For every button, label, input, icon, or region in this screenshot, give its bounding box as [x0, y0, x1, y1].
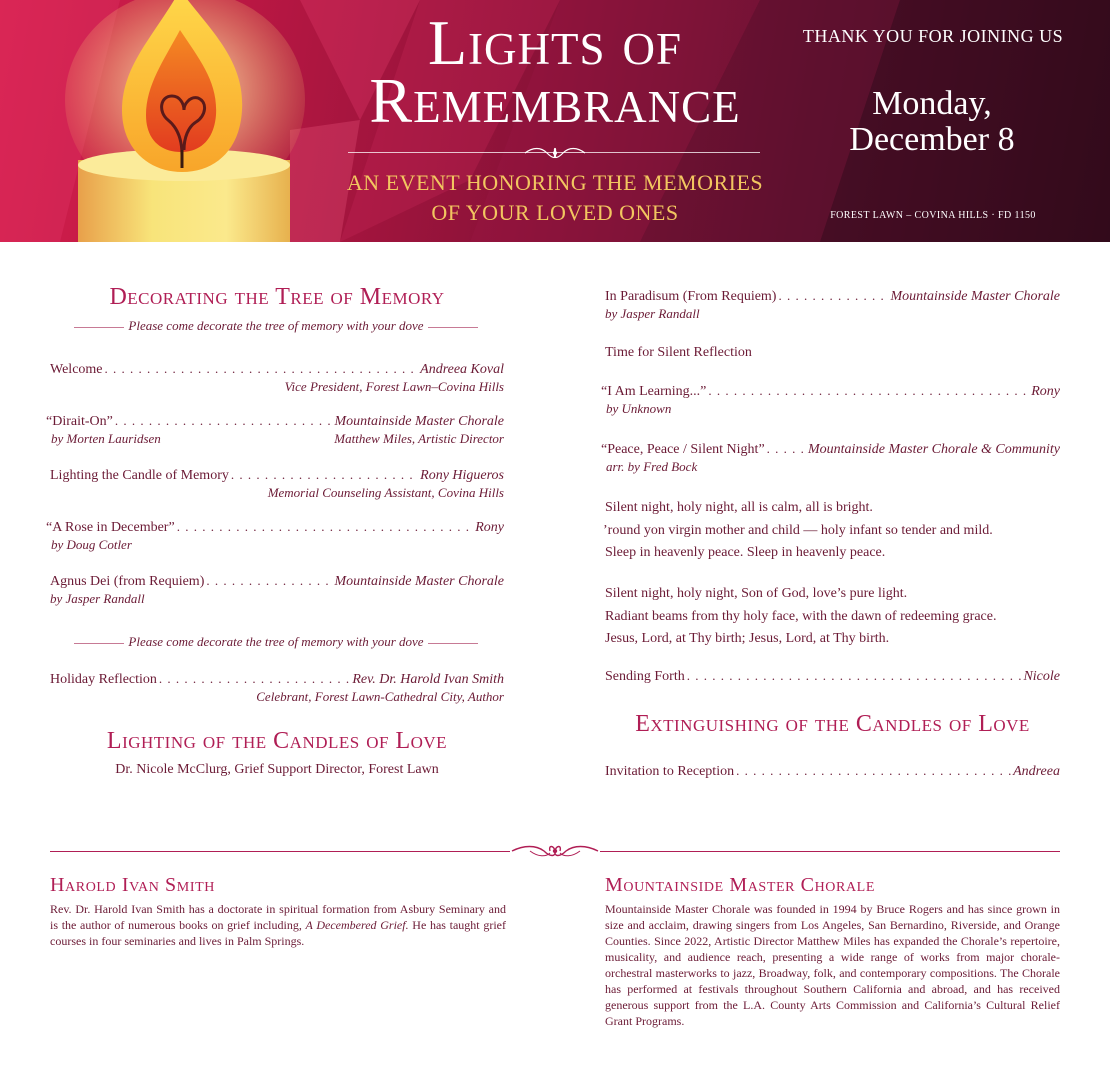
section-heading-lighting: Lighting of the Candles of Love: [106, 728, 448, 754]
dove-note: [70, 318, 482, 334]
item-title: “Peace, Peace / Silent Night”: [601, 442, 765, 457]
thank-you-text: THANK YOU FOR JOINING US: [802, 26, 1064, 46]
event-date: [812, 86, 1052, 158]
dot-leader: [778, 287, 888, 304]
dot-leader: [708, 382, 1029, 399]
lyric-line: Silent night, holy night, Son of God, love’s pure light.: [605, 586, 908, 601]
header-banner: [0, 0, 1110, 242]
dove-note-text: Please come decorate the tree of memory with your dove: [128, 318, 424, 333]
program-item-peace-silent-night: [601, 440, 1060, 475]
item-performer: Mountainside Master Chorale: [334, 414, 504, 429]
dot-leader: [206, 572, 332, 589]
item-performer: Rev. Dr. Harold Ivan Smith: [352, 672, 504, 687]
title-line-2: Remembrance: [369, 65, 741, 136]
bio-text-smith: [50, 901, 506, 949]
item-credit: by Doug Cotler: [51, 537, 132, 552]
item-performer: Andreea Koval: [420, 362, 504, 377]
note-rule-left: [74, 643, 124, 644]
flourish-ornament-icon: [510, 841, 600, 861]
dot-leader: [736, 762, 1011, 779]
dot-leader: [687, 667, 1022, 684]
item-title: Holiday Reflection: [50, 672, 157, 687]
item-performer: Nicole: [1023, 669, 1060, 684]
item-performer: Mountainside Master Chorale: [890, 289, 1060, 304]
program-item-silent-reflection: Time for Silent Reflection: [605, 345, 752, 360]
item-performer: Rony Higueros: [420, 468, 504, 483]
lyric-line: ’round yon virgin mother and child — holy infant so tender and mild.: [603, 523, 993, 538]
item-title: “Dirait-On”: [46, 414, 113, 429]
lyric-line: Jesus, Lord, at Thy birth; Jesus, Lord, at Thy birth.: [605, 631, 890, 646]
flourish-ornament-icon: [523, 145, 587, 161]
item-detail: Celebrant, Forest Lawn-Cathedral City, Author: [256, 689, 504, 704]
item-detail: Matthew Miles, Artistic Director: [334, 431, 504, 446]
subtitle-line-1: AN EVENT HONORING THE MEMORIES: [346, 170, 764, 195]
date-line-1: Monday,: [872, 85, 992, 122]
dot-leader: [177, 518, 474, 535]
program-item-holiday-reflection: [50, 670, 504, 705]
lyric-line: Sleep in heavenly peace. Sleep in heavenly peace.: [605, 545, 886, 560]
item-credit: by Jasper Randall: [605, 306, 700, 321]
date-line-2: December 8: [849, 121, 1015, 158]
dot-leader: [105, 360, 419, 377]
program-item-i-am-learning: [601, 382, 1060, 417]
item-title: “A Rose in December”: [46, 520, 175, 535]
bio-heading-smith: Harold Ivan Smith: [50, 874, 215, 896]
program-item-invitation: [605, 762, 1060, 780]
event-title: [340, 7, 770, 136]
location-text: FOREST LAWN – COVINA HILLS · FD 1150: [830, 210, 1036, 221]
item-title: “I Am Learning...”: [601, 384, 707, 399]
item-performer: Mountainside Master Chorale & Community: [808, 442, 1060, 457]
bio-text-chorale: Mountainside Master Chorale was founded in 1994 by Bruce Rogers and has since grown in size and acclaim, drawing singers from Los Angeles, San Bernardino, Riverside, and Orange Counties. Since 2022, Artistic Director Matthew Miles has expanded the Chorale’s repertoire, musicality, and audience reach, presenting a wide range of works from major chorale-orchestral masterworks to jazz, Broadway, folk, and contemporary compositions. The Chorale has performed at festivals throughout Southern California and abroad, and has received generous support from the L.A. County Arts Commission and California’s Cultural Relief Grant Programs.: [605, 902, 1060, 1028]
book-title: A Decembered Grief.: [305, 918, 409, 932]
program-item-sending-forth: [605, 667, 1060, 685]
item-title: In Paradisum (From Requiem): [605, 289, 777, 304]
program-item-agnus-dei: [50, 572, 504, 607]
item-title: Lighting the Candle of Memory: [50, 468, 229, 483]
title-line-1: Lights of: [427, 7, 683, 78]
item-performer: Mountainside Master Chorale: [334, 574, 504, 589]
note-rule-right: [428, 327, 478, 328]
item-performer: Andreea: [1013, 764, 1060, 779]
program-item-rose-in-december: [46, 518, 504, 553]
subtitle-line-2: OF YOUR LOVED ONES: [431, 200, 679, 225]
lyric-line: Radiant beams from thy holy face, with the dawn of redeeming grace.: [605, 609, 997, 624]
item-title: Invitation to Reception: [605, 764, 735, 779]
item-credit: by Unknown: [606, 401, 672, 416]
program-item-welcome: [50, 360, 504, 395]
item-performer: Rony: [1031, 384, 1060, 399]
bio-heading-chorale: Mountainside Master Chorale: [605, 874, 875, 896]
item-title: Agnus Dei (from Requiem): [50, 574, 205, 589]
bio-text-part: Rev. Dr. Harold Ivan Smith has a doctorate in spiritual formation from Asbury Seminary and is the author of numerous books on grief including,: [50, 902, 506, 932]
item-title: Sending Forth: [605, 669, 685, 684]
item-credit: by Morten Lauridsen: [51, 431, 161, 446]
item-credit: by Jasper Randall: [50, 591, 145, 606]
dot-leader: [767, 440, 806, 457]
divider-rule-right: [600, 851, 1060, 852]
dot-leader: [231, 466, 418, 483]
program-item-in-paradisum: [605, 287, 1060, 322]
candles-of-love-line: Dr. Nicole McClurg, Grief Support Director, Forest Lawn: [115, 762, 439, 777]
item-credit: arr. by Fred Bock: [606, 459, 698, 474]
item-detail: Memorial Counseling Assistant, Covina Hills: [267, 485, 504, 500]
dot-leader: [115, 412, 333, 429]
event-subtitle: [340, 168, 770, 228]
section-heading-extinguishing: Extinguishing of the Candles of Love: [635, 711, 1030, 737]
section-heading-tree: Decorating the Tree of Memory: [109, 284, 445, 310]
bio-text-part: He has taught grief courses in four seminaries and lives in Palm Springs.: [50, 918, 506, 948]
item-performer: Rony: [475, 520, 504, 535]
item-title: Welcome: [50, 362, 103, 377]
candle-icon: [60, 0, 320, 242]
dove-note-text: Please come decorate the tree of memory with your dove: [128, 634, 424, 649]
program-item-dirait-on: [46, 412, 504, 447]
dot-leader: [159, 670, 350, 687]
lyric-line: Silent night, holy night, all is calm, all is bright.: [605, 500, 873, 515]
program-item-candle-of-memory: [50, 466, 504, 501]
note-rule-right: [428, 643, 478, 644]
divider-rule-left: [50, 851, 510, 852]
item-detail: Vice President, Forest Lawn–Covina Hills: [284, 379, 504, 394]
dove-note-2: [70, 634, 482, 650]
note-rule-left: [74, 327, 124, 328]
